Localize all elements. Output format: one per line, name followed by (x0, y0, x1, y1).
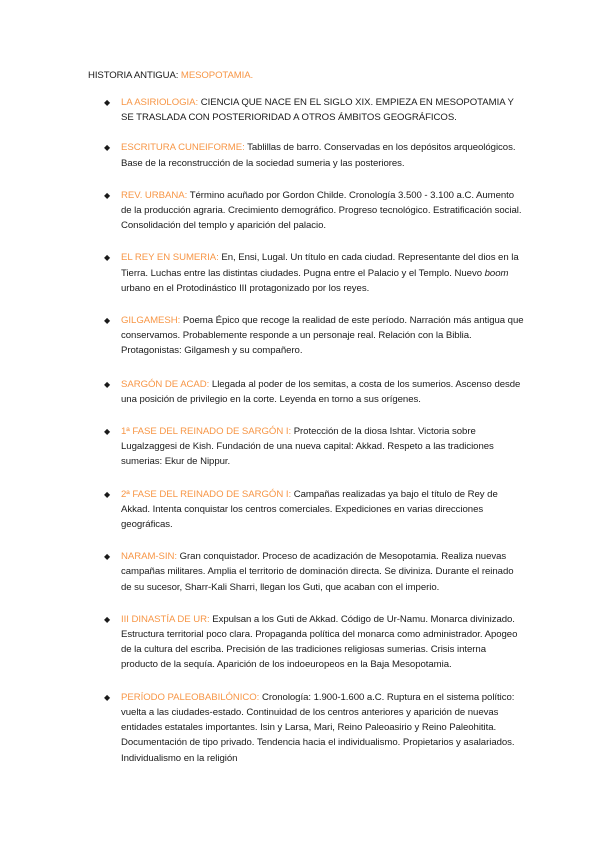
item-term: LA ASIRIOLOGIA: (121, 97, 199, 108)
bullet-item (104, 612, 524, 673)
item-term: GILGAMESH: (121, 315, 181, 327)
item-text: Campañas realizadas ya bajo el título de Rey de Akkad. Intenta conquistar los centros comerciales. Expediciones en varias direcciones geográficas. (121, 488, 498, 531)
diamond-bullet-icon: ◆ (104, 692, 111, 702)
item-emphasis: boom (484, 267, 509, 279)
diamond-bullet-icon: ◆ (104, 552, 111, 562)
diamond-bullet-icon: ◆ (104, 190, 111, 200)
bullet-item (104, 487, 524, 533)
diamond-bullet-icon: ◆ (104, 253, 111, 263)
bullet-item (104, 377, 524, 407)
bullet-item (104, 690, 524, 766)
item-term: ESCRITURA CUNEIFORME: (121, 142, 245, 154)
item-text: Protección de la diosa Ishtar. Victoria sobre Lugalzaggesi de Kish. Fundación de una nueva capital: Akkad. Respeto a las tradiciones sumerias: Ekur de Nippur. (121, 426, 494, 468)
document-title (88, 70, 253, 81)
item-term: REV. URBANA: (121, 189, 188, 201)
bullet-item (104, 188, 524, 234)
diamond-bullet-icon: ◆ (104, 614, 111, 624)
item-term: III DINASTÍA DE UR: (121, 613, 210, 625)
bullet-list (104, 95, 524, 766)
item-text: Poema Épico que recoge la realidad de este período. Narración más antigua que conservamos. Probablemente responde a un personaje real. Relación con la Biblia. Protagonistas: Gilgamesh y su compañero. (121, 315, 524, 357)
item-text: Cronología: 1.900-1.600 a.C. Ruptura en el sistema político: vuelta a las ciudades-estado. Continuidad de los centros anteriores y aparición de nuevas entidades estatales importantes. Isin y Larsa, Mari, Reino Paleoasirio y Reino Paleohitita. Documentación de tipo privado. Tendencia hacia el individualismo. Propietarios y asalariados. Individualismo en la religión (121, 691, 515, 764)
diamond-bullet-icon: ◆ (104, 379, 111, 389)
diamond-bullet-icon: ◆ (104, 489, 111, 499)
diamond-bullet-icon: ◆ (104, 98, 111, 107)
bullet-item (104, 250, 524, 296)
item-text: En, Ensi, Lugal. Un título en cada ciudad. Representante del dios en la Tierra. Luchas entre las distintas ciudades. Pugna entre el Palacio y el Templo. Nuevo (121, 252, 519, 279)
item-text: Tablillas de barro. Conservadas en los depósitos arqueológicos. Base de la reconstrucción de la sociedad sumeria y las posteriores. (121, 142, 516, 169)
item-term: NARAM-SIN: (121, 551, 177, 563)
item-term: SARGÓN DE ACAD: (121, 378, 210, 390)
diamond-bullet-icon: ◆ (104, 316, 111, 326)
bullet-item (104, 313, 524, 359)
item-text: CIENCIA QUE NACE EN EL SIGLO XIX. EMPIEZA EN MESOPOTAMIA Y SE TRASLADA CON POSTERIORIDAD A OTROS ÁMBITOS GEOGRÁFICOS. (121, 97, 514, 124)
item-text: Término acuñado por Gordon Childe. Cronología 3.500 - 3.100 a.C. Aumento de la producción agraria. Crecimiento demográfico. Progreso tecnológico. Estratificación social. Consolidación del templo y aparición del palacio. (121, 189, 522, 232)
diamond-bullet-icon: ◆ (104, 427, 111, 437)
item-term: 2ª FASE DEL REINADO DE SARGÓN I: (121, 488, 292, 500)
item-term: EL REY EN SUMERIA: (121, 252, 219, 264)
bullet-item (104, 95, 524, 125)
bullet-item (104, 549, 524, 595)
diamond-bullet-icon: ◆ (104, 143, 111, 153)
title-accent: MESOPOTAMIA. (180, 70, 254, 81)
item-text: Llegada al poder de los semitas, a costa de los sumerios. Ascenso desde una posición de privilegio en la corte. Leyenda en torno a sus orígenes. (121, 378, 521, 405)
item-term: 1ª FASE DEL REINADO DE SARGÓN I: (121, 426, 292, 438)
item-text-after: urbano en el Protodinástico III protagonizado por los reyes. (121, 282, 370, 294)
bullet-item (104, 140, 524, 170)
title-prefix: HISTORIA ANTIGUA: (88, 70, 181, 81)
bullet-item (104, 424, 524, 470)
item-text: Gran conquistador. Proceso de acadización de Mesopotamia. Realiza nuevas campañas militares. Amplia el territorio de dominación directa. Se diviniza. Durante el reinado de su sucesor, Sharr-Kali Sharri, llegan los Guti, que acaban con el imperio. (121, 551, 514, 593)
item-text: Expulsan a los Guti de Akkad. Código de Ur-Namu. Monarca divinizado. Estructura territorial poco clara. Propaganda política del monarca como administrador. Apogeo de la cultura del escriba. Precisión de las tradiciones religiosas sumerias. Crisis interna producto de la sequía. Aparición de los indoeuropeos en la Baja Mesopotamia. (121, 613, 518, 671)
item-term: PERÍODO PALEOBABILÓNICO: (121, 691, 260, 703)
